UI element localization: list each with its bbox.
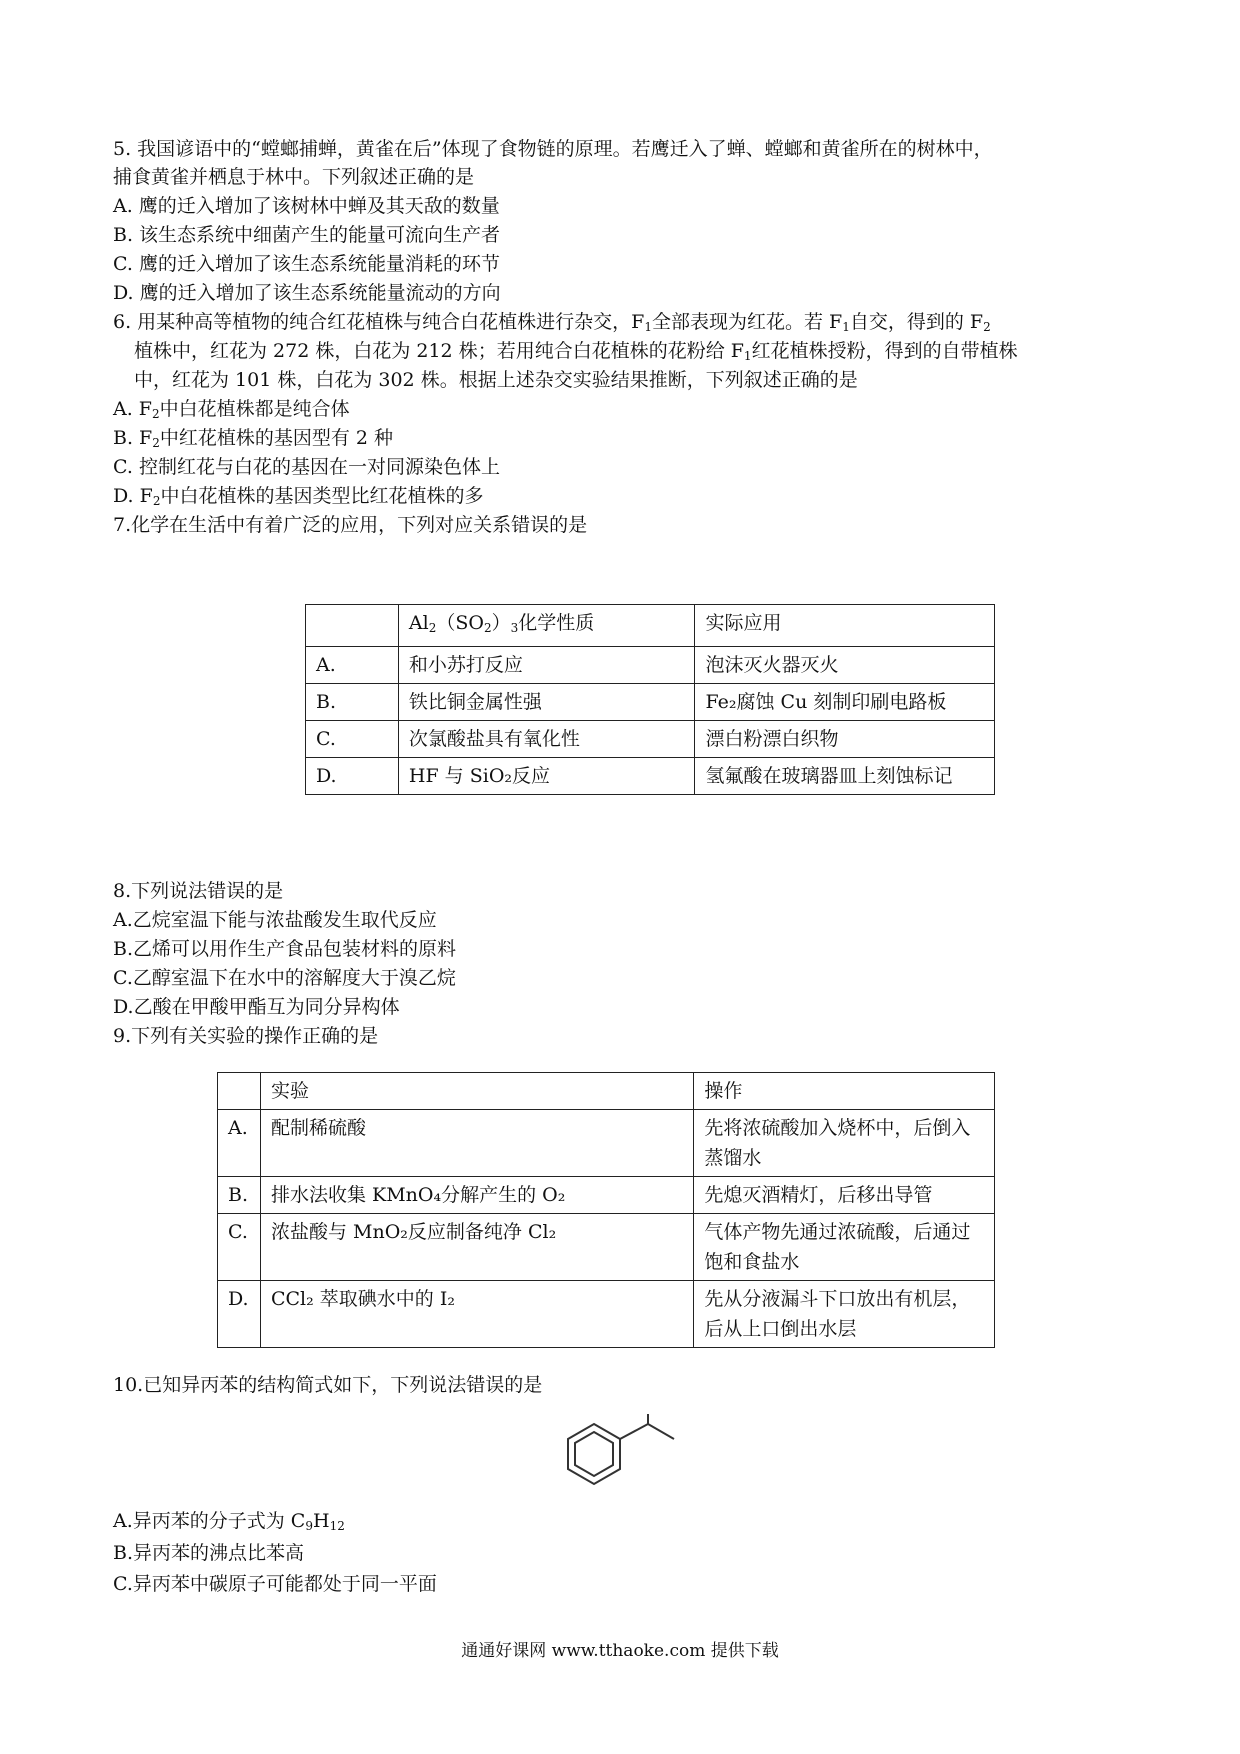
table-row	[306, 647, 995, 684]
q7-header-property: $Al_2(SO_2)_3$化学性质	[398, 605, 695, 647]
table-cell: A.	[218, 1110, 261, 1177]
q6-stem-line2: 植株中，红花为 272 株，白花为 212 株；若用纯合白花植株的花粉给 $F_1$红花植株授粉，得到的自带植株	[134, 340, 1018, 363]
table-cell: 先熄灭酒精灯，后移出导管	[694, 1177, 995, 1214]
table-cell: 铁比铜金属性强	[398, 684, 695, 721]
table-row	[218, 1177, 995, 1214]
q8-option-c: C.乙醇室温下在水中的溶解度大于溴乙烷	[113, 967, 456, 989]
table-cell: HF 与 SiO₂反应	[398, 758, 695, 795]
table-cell: 泡沫灭火器灭火	[695, 647, 995, 684]
table-cell: 次氯酸盐具有氧化性	[398, 721, 695, 758]
q9-table-header	[218, 1073, 995, 1110]
q10-option-b: B.异丙苯的沸点比苯高	[113, 1542, 305, 1564]
q6-stem-line1: 6. 用某种高等植物的纯合红花植株与纯合白花植株进行杂交，$F_1$全部表现为红花。若 $F_1$自交，得到的 $F_2$	[113, 311, 991, 334]
table-cell: 和小苏打反应	[398, 647, 695, 684]
table-cell: B.	[306, 684, 399, 721]
q10-option-c: C.异丙苯中碳原子可能都处于同一平面	[113, 1573, 437, 1595]
table-cell: D.	[218, 1281, 261, 1348]
table-row	[306, 758, 995, 795]
table-row	[306, 684, 995, 721]
q5-stem-line2: 捕食黄雀并栖息于林中。下列叙述正确的是	[113, 166, 475, 188]
table-row	[218, 1281, 995, 1348]
q6-option-a: A. $F_2$中白花植株都是纯合体	[113, 398, 350, 421]
q6-option-d: D. $F_2$中白花植株的基因类型比红花植株的多	[113, 485, 484, 508]
table-cell: 气体产物先通过浓硫酸，后通过饱和食盐水	[694, 1214, 995, 1281]
q10-option-a: A.异丙苯的分子式为 $C_9H_{12}$	[113, 1510, 345, 1533]
q5-option-d: D. 鹰的迁入增加了该生态系统能量流动的方向	[113, 282, 501, 304]
q6-option-b: B. $F_2$中红花植株的基因型有 2 种	[113, 427, 394, 450]
table-cell: 浓盐酸与 MnO₂反应制备纯净 Cl₂	[260, 1214, 693, 1281]
q10-stem: 10.已知异丙苯的结构简式如下，下列说法错误的是	[113, 1374, 543, 1396]
q8-option-a: A.乙烷室温下能与浓盐酸发生取代反应	[113, 909, 437, 931]
table-cell: C.	[218, 1214, 261, 1281]
q6-option-c: C. 控制红花与白花的基因在一对同源染色体上	[113, 456, 500, 478]
q5-option-c: C. 鹰的迁入增加了该生态系统能量消耗的环节	[113, 253, 500, 275]
page-footer: 通通好课网 www.tthaoke.com 提供下载	[461, 1641, 779, 1661]
table-cell: 配制稀硫酸	[260, 1110, 693, 1177]
q7-table	[305, 604, 995, 795]
q7-stem: 7.化学在生活中有着广泛的应用，下列对应关系错误的是	[113, 514, 588, 536]
table-cell: C.	[306, 721, 399, 758]
q7-header-application: 实际应用	[695, 605, 995, 647]
q5-option-b: B. 该生态系统中细菌产生的能量可流向生产者	[113, 224, 501, 246]
table-cell: D.	[306, 758, 399, 795]
table-cell: 先从分液漏斗下口放出有机层，后从上口倒出水层	[694, 1281, 995, 1348]
table-cell: Fe₂腐蚀 Cu 刻制印刷电路板	[695, 684, 995, 721]
table-cell: 氢氟酸在玻璃器皿上刻蚀标记	[695, 758, 995, 795]
q8-stem: 8.下列说法错误的是	[113, 880, 284, 902]
q7-header-blank	[306, 605, 399, 647]
isopropylbenzene-structure-diagram	[556, 1412, 696, 1492]
table-cell: 排水法收集 KMnO₄分解产生的 O₂	[260, 1177, 693, 1214]
q9-stem: 9.下列有关实验的操作正确的是	[113, 1025, 379, 1047]
q9-table	[217, 1072, 995, 1348]
table-row	[306, 721, 995, 758]
q8-option-b: B.乙烯可以用作生产食品包装材料的原料	[113, 938, 457, 960]
q9-header-blank	[218, 1073, 261, 1110]
q9-header-operation: 操作	[694, 1073, 995, 1110]
table-cell: A.	[306, 647, 399, 684]
q5-option-a: A. 鹰的迁入增加了该树林中蝉及其天敌的数量	[113, 195, 500, 217]
q5-stem-line1: 5. 我国谚语中的“螳螂捕蝉，黄雀在后”体现了食物链的原理。若鹰迁入了蝉、螳螂和黄雀所在的树林中，	[113, 138, 993, 160]
table-row	[218, 1110, 995, 1177]
q8-option-d: D.乙酸在甲酸甲酯互为同分异构体	[113, 996, 400, 1018]
table-cell: 先将浓硫酸加入烧杯中，后倒入蒸馏水	[694, 1110, 995, 1177]
q7-table-header	[306, 605, 995, 647]
q6-stem-line3: 中，红花为 101 株，白花为 302 株。根据上述杂交实验结果推断，下列叙述正确的是	[134, 369, 858, 391]
table-row	[218, 1214, 995, 1281]
q9-header-experiment: 实验	[260, 1073, 693, 1110]
table-cell: B.	[218, 1177, 261, 1214]
table-cell: 漂白粉漂白织物	[695, 721, 995, 758]
table-cell: CCl₂ 萃取碘水中的 I₂	[260, 1281, 693, 1348]
